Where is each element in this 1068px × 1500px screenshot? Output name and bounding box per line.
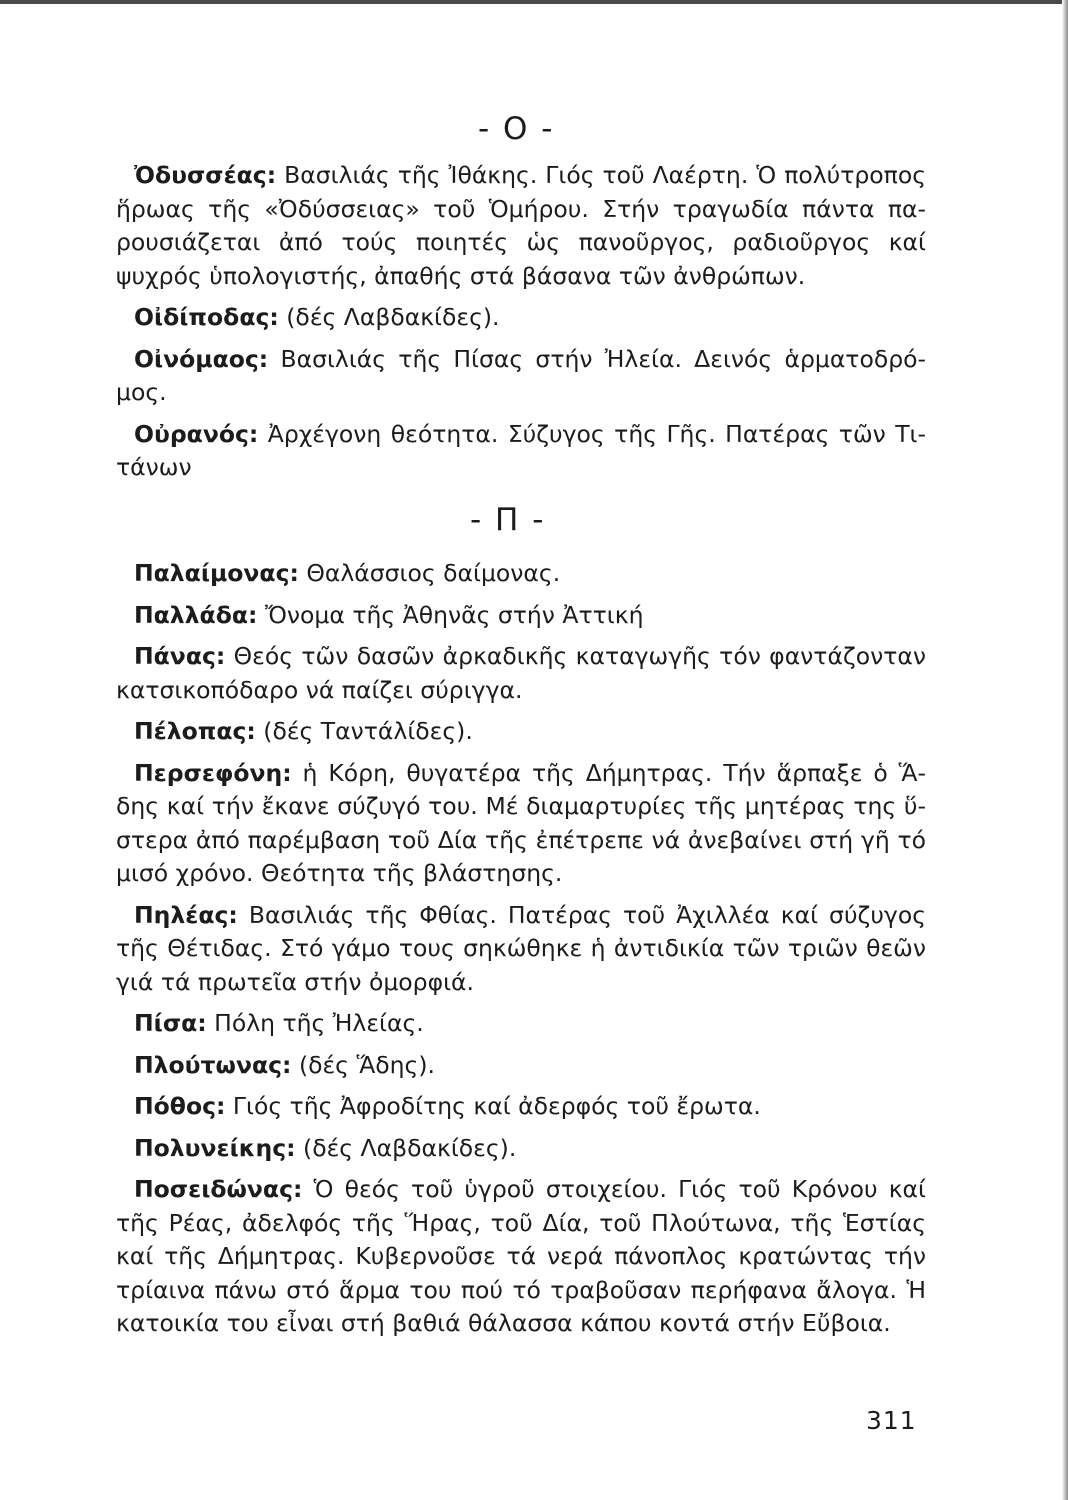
entry-panas	[116, 640, 926, 707]
section-omicron-entries	[116, 159, 926, 493]
entry-pileas	[116, 899, 926, 1000]
entry-definition: (δές Ταντάλίδες).	[255, 717, 473, 745]
entry-term: Πηλέας:	[134, 900, 238, 929]
scan-right-edge	[1062, 0, 1068, 1500]
page-number: 311	[866, 1406, 917, 1435]
entry-definition: Βασιλιάς τῆς Πίσας στήν Ἠλεία. Δεινός ἁρματοδρόμος.	[116, 344, 926, 406]
entry-term: Οὐρανός:	[134, 419, 259, 448]
entry-odysseas	[116, 159, 926, 293]
entry-oidipodas	[116, 301, 926, 335]
entry-poseidonas	[116, 1173, 926, 1341]
entry-definition: Θεός τῶν δασῶν ἀρκαδικῆς καταγωγῆς τόν φαντάζονταν κατσικοπόδαρο νά παίζει σύριγγα.	[116, 642, 926, 704]
entry-term: Πίσα:	[134, 1009, 207, 1037]
entry-term: Πέλοπας:	[134, 717, 256, 745]
entry-definition: ἡ Κόρη, θυγατέρα τῆς Δήμητρας. Τήν ἅρπαξε ὁ Ἅδης καί τήν ἔκανε σύζυγό του. Μέ διαμαρτυρίες τῆς μητέρας της ὕστερα ἀπό παρέμβαση τοῦ Δία τῆς ἐπέτρεπε νά ἀνεβαίνει στή γῆ τό μισό χρόνο. Θεότητα τῆς βλάστησης.	[116, 758, 926, 887]
entry-definition: (δές Λαβδακίδες).	[278, 303, 500, 331]
entry-term: Οἰνόμαος:	[134, 344, 269, 373]
entry-definition: Βασιλιάς τῆς Φθίας. Πατέρας τοῦ Ἀχιλλέα καί σύζυγος τῆς Θέτιδας. Στό γάμο τους σηκώθηκε ἡ ἀντιδικία τῶν τριῶν θεῶν γιά τά πρωτεῖα στήν ὀμορφιά.	[116, 900, 926, 996]
scan-top-edge	[0, 0, 1068, 4]
entry-term: Περσεφόνη:	[134, 758, 292, 787]
entry-polyneikis	[116, 1132, 926, 1166]
section-heading-pi: - Π -	[470, 502, 546, 538]
entry-pelopas	[116, 715, 926, 749]
section-pi-entries	[116, 557, 926, 1349]
section-heading-omicron: - O -	[478, 111, 555, 147]
entry-definition: Ὁ θεός τοῦ ὑγροῦ στοιχείου. Γιός τοῦ Κρόνου καί τῆς Ρέας, ἀδελφός τῆς Ἥρας, τοῦ Δία, τοῦ Πλούτωνα, τῆς Ἑστίας καί τῆς Δήμητρας. Κυβερνοῦσε τά νερά πάνοπλος κρατώντας τήν τρίαινα πάνω στό ἅρμα του πού τό τραβοῦσαν περήφανα ἄλογα. Ἡ κατοικία του εἶναι στή βαθιά θάλασσα κάπου κοντά στήν Εὔβοια.	[116, 1175, 926, 1337]
entry-definition: Θαλάσσιος δαίμονας.	[298, 559, 561, 587]
entry-term: Πλούτωνας:	[134, 1050, 292, 1079]
entry-definition: Ὄνομα τῆς Ἀθηνᾶς στήν Ἀττική	[257, 600, 644, 629]
entry-definition: Γιός τῆς Ἀφροδίτης καί ἀδερφός τοῦ ἔρωτα.	[225, 1092, 761, 1120]
entry-definition: Βασιλιάς τῆς Ἰθάκης. Γιός τοῦ Λαέρτη. Ὁ πολύτροπος ἥρωας τῆς «Ὀδύσσειας» τοῦ Ὁμήρου. Στήν τραγωδία πάντα παρουσιάζεται ἀπό τούς ποιητές ὡς πανοῦργος, ραδιοῦργος καί ψυχρός ὑπολογιστής, ἀπαθής στά βάσανα τῶν ἀνθρώπων.	[116, 161, 926, 290]
entry-pisa	[116, 1007, 926, 1041]
entry-term: Ποσειδώνας:	[134, 1175, 303, 1203]
entry-term: Παλαίμονας:	[134, 559, 299, 587]
entry-definition: Ἀρχέγονη θεότητα. Σύζυγος τῆς Γῆς. Πατέρας τῶν Τιτάνων	[116, 419, 926, 481]
entry-ouranos	[116, 418, 926, 485]
entry-term: Παλλάδα:	[134, 600, 258, 629]
entry-definition: (δές Λαβδακίδες).	[295, 1133, 517, 1162]
entry-term: Οἰδίποδας:	[134, 303, 279, 331]
entry-definition: Πόλη τῆς Ἠλείας.	[206, 1009, 424, 1037]
entry-persefoni	[116, 757, 926, 891]
entry-pallada	[116, 599, 926, 633]
entry-ploutonas	[116, 1049, 926, 1083]
entry-term: Πολυνείκης:	[134, 1133, 296, 1162]
entry-term: Πόθος:	[134, 1092, 226, 1120]
entry-palaimonas	[116, 557, 926, 591]
entry-oinomaos	[116, 343, 926, 410]
entry-definition: (δές Ἅδης).	[291, 1050, 435, 1079]
entry-term: Ὀδυσσέας:	[134, 161, 277, 189]
entry-pothos	[116, 1090, 926, 1124]
entry-term: Πάνας:	[134, 642, 226, 670]
